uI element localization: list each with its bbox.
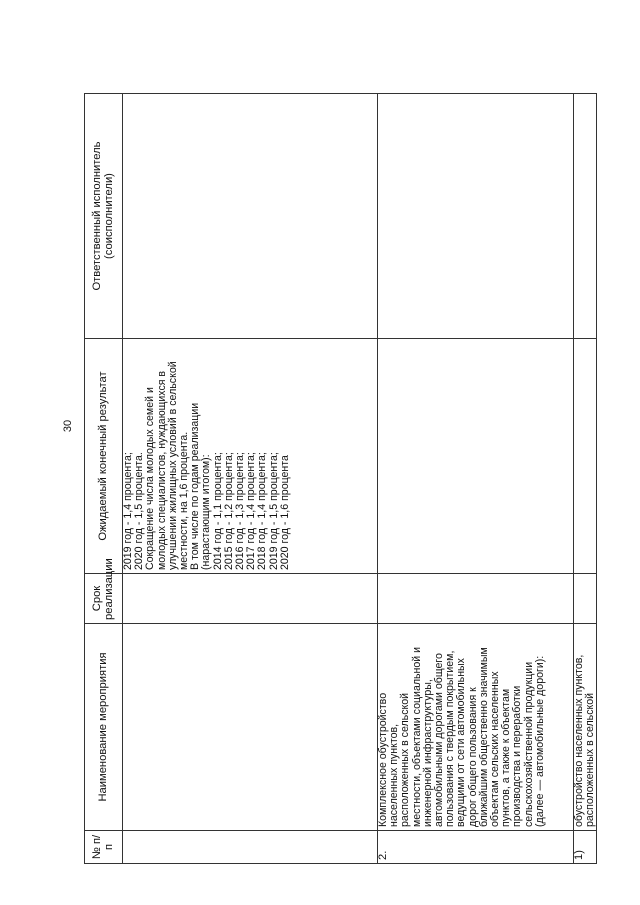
cell-name: [123, 624, 378, 831]
cell-result: [574, 339, 597, 574]
cell-result: [123, 339, 378, 574]
cell-executor: [574, 94, 597, 339]
result-line: (нарастающим итогом):: [200, 454, 213, 570]
name-line: населенных пунктов,: [388, 723, 401, 827]
result-line: местности, на 1,6 процента.: [178, 431, 191, 570]
name-line: объектам сельских населенных: [489, 671, 502, 827]
cell-executor: [123, 94, 378, 339]
measures-table: [84, 93, 597, 864]
result-line: 2020 год - 1,5 процента.: [133, 452, 146, 570]
name-line: расположенных в сельской: [399, 692, 412, 827]
result-line: 2018 год - 1,4 процента;: [256, 452, 269, 570]
header-result: Ожидаемый конечный результат: [85, 339, 123, 574]
result-line: 2015 год - 1,2 процента;: [222, 452, 235, 570]
name-line: расположенных в сельской: [584, 692, 597, 827]
result-line: молодых специалистов, нуждающихся в: [155, 370, 168, 570]
cell-executor: [378, 94, 574, 339]
result-line: 2016 год - 1,3 процента;: [234, 452, 247, 570]
result-line: 2017 год - 1,4 процента;: [245, 452, 258, 570]
table-row: [123, 94, 378, 864]
name-line: автомобильными дорогами общего: [433, 653, 446, 827]
name-line: инженерной инфраструктуры,: [421, 679, 434, 827]
header-executor: [85, 94, 123, 339]
cell-name: [574, 624, 597, 831]
name-line: ближайшим общественно значимым: [477, 647, 490, 827]
cell-num: 1): [574, 831, 597, 864]
name-line: обустройство населенных пунктов,: [573, 654, 585, 827]
rotated-table-wrapper: [84, 94, 597, 864]
name-line: ведущими от сети автомобильных: [455, 658, 468, 827]
result-line: 2019 год - 1,5 процента;: [267, 452, 280, 570]
result-line: В том числе по годам реализации: [189, 402, 202, 570]
header-name: Наименование мероприятия: [85, 624, 123, 831]
result-line: Сокращение числа молодых семей и: [144, 387, 157, 570]
result-line: 2019 год - 1,4 процента;: [122, 452, 134, 570]
name-line: производства и переработки: [511, 685, 524, 827]
table-row: [574, 94, 597, 864]
cell-num: 2.: [378, 831, 574, 864]
header-term: Срок реализации: [85, 574, 123, 624]
name-line: сельскохозяйственной продукции: [522, 661, 535, 827]
cell-term: [123, 574, 378, 624]
name-line: (далее — автомобильные дороги):: [533, 655, 546, 827]
cell-term: [378, 574, 574, 624]
page-number: 30: [62, 419, 74, 433]
name-line: пунктов, а также к объектам: [500, 688, 513, 827]
header-executor-line2: (соисполнители): [102, 173, 115, 259]
header-executor-line1: Ответственный исполнитель: [90, 141, 103, 291]
cell-result: [378, 339, 574, 574]
name-line: пользования с твердым покрытием,: [444, 650, 457, 827]
cell-name: [378, 624, 574, 831]
table-row: [378, 94, 574, 864]
table-header-row: [85, 94, 123, 864]
name-line: Комплексное обустройство: [377, 692, 389, 827]
result-line: улучшении жилищных условий в сельской: [166, 361, 179, 570]
header-num: № п/п: [85, 831, 123, 864]
name-line: дорог общего пользования к: [466, 687, 479, 827]
result-line: 2014 год - 1,1 процента;: [211, 452, 224, 570]
result-line: 2020 год - 1,6 процента: [278, 455, 291, 570]
cell-num: [123, 831, 378, 864]
name-line: местности, объектами социальной и: [410, 646, 423, 827]
cell-term: [574, 574, 597, 624]
